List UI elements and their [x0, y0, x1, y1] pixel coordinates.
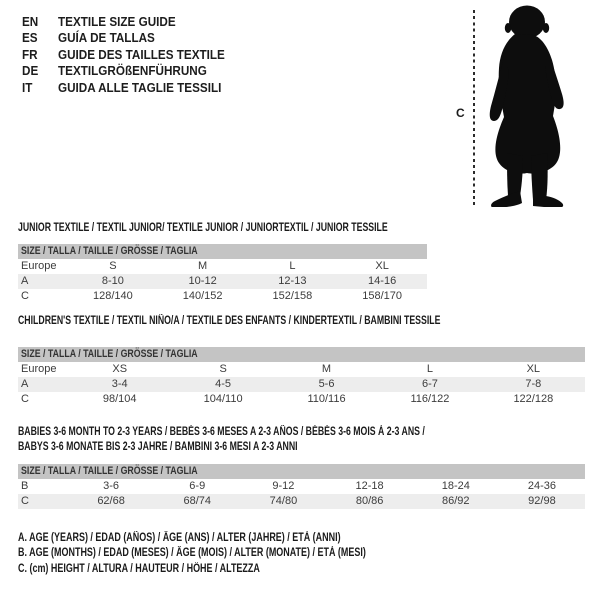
- size-cell: XL: [526, 363, 541, 375]
- size-header-bar: SIZE / TALLA / TAILLE / GRÖSSE / TAGLIA: [18, 464, 585, 479]
- row-label: C: [21, 393, 29, 405]
- size-cell: 6-7: [421, 378, 438, 390]
- language-code: DE: [22, 63, 39, 79]
- size-cell: 9-12: [272, 480, 295, 492]
- size-cell: 62/68: [97, 495, 125, 507]
- size-cell: 158/170: [362, 290, 402, 302]
- size-cell: 122/128: [513, 393, 554, 405]
- row-label: C: [21, 290, 29, 302]
- size-cell: 110/116: [307, 393, 346, 405]
- babies-size-table: [18, 464, 585, 509]
- junior-size-table: [18, 244, 427, 304]
- childrens-size-table: [18, 347, 585, 407]
- size-cell: 6-9: [189, 480, 206, 492]
- language-row: [22, 47, 243, 63]
- row-label: B: [21, 480, 29, 492]
- language-code: IT: [22, 79, 33, 95]
- childrens-table-title: CHILDREN'S TEXTILE / TEXTIL NIÑO/A / TEXTILE DES ENFANTS / KINDERTEXTIL / BAMBINI TESSILE: [18, 315, 441, 327]
- language-code: ES: [22, 30, 38, 46]
- size-cell: 116/122: [410, 393, 450, 405]
- language-code: EN: [22, 14, 39, 29]
- size-cell: 152/158: [272, 290, 313, 302]
- size-cell: 86/92: [442, 495, 470, 507]
- baby-silhouette-icon: [486, 5, 582, 207]
- language-row: [22, 14, 243, 30]
- size-cell: 128/140: [92, 290, 133, 302]
- size-cell: 12-18: [355, 480, 384, 492]
- footnotes: [18, 531, 464, 577]
- table-row: [18, 377, 585, 392]
- language-code: FR: [22, 46, 38, 62]
- size-cell: M: [198, 260, 208, 272]
- size-cell: 3-6: [103, 480, 120, 492]
- size-cell: 140/152: [182, 290, 223, 302]
- language-row: [22, 30, 243, 46]
- row-label: Europe: [21, 363, 57, 375]
- language-title: GUIDA ALLE TAGLIE TESSILI: [58, 79, 222, 95]
- language-list: [22, 14, 243, 96]
- size-cell: 18-24: [441, 480, 470, 492]
- size-cell: 3-4: [111, 378, 128, 390]
- row-label: C: [21, 495, 29, 507]
- size-cell: 92/98: [528, 495, 556, 507]
- size-cell: 12-13: [278, 275, 307, 287]
- size-cell: XL: [375, 260, 389, 272]
- language-title: TEXTILGRÖßENFÜHRUNG: [58, 63, 207, 79]
- size-cell: 5-6: [318, 378, 335, 390]
- size-cell: 68/74: [183, 495, 212, 507]
- size-cell: S: [109, 260, 117, 272]
- size-header-bar: SIZE / TALLA / TAILLE / GRÖSSE / TAGLIA: [18, 347, 585, 362]
- row-label: Europe: [21, 260, 57, 272]
- table-row: [18, 392, 585, 407]
- size-cell: 14-16: [368, 275, 397, 287]
- height-label-c: C: [456, 106, 465, 120]
- table-row: [18, 259, 427, 274]
- size-cell: XS: [112, 363, 128, 375]
- size-cell: 10-12: [188, 275, 217, 287]
- junior-table-title: JUNIOR TEXTILE / TEXTIL JUNIOR/ TEXTILE JUNIOR / JUNIORTEXTIL / JUNIOR TESSILE: [18, 222, 388, 234]
- table-row: [18, 289, 427, 304]
- table-row: [18, 362, 585, 377]
- height-dotted-line: [473, 10, 475, 208]
- language-row: [22, 80, 243, 96]
- table-row: [18, 494, 585, 509]
- language-title: TEXTILE SIZE GUIDE: [58, 14, 176, 29]
- size-cell: S: [219, 363, 227, 375]
- table-row: [18, 274, 427, 289]
- footnote-c: C. (cm) HEIGHT / ALTURA / HAUTEUR / HÖHE / ALTEZZA: [18, 562, 260, 575]
- size-cell: L: [289, 260, 296, 272]
- size-cell: 4-5: [215, 378, 232, 390]
- row-label: A: [21, 378, 29, 390]
- size-cell: 80/86: [355, 495, 384, 507]
- size-cell: 8-10: [101, 275, 124, 287]
- footnote-b: B. AGE (MONTHS) / EDAD (MESES) / ÂGE (MOIS) / ALTER (MONATE) / ETÀ (MESI): [18, 547, 366, 560]
- size-cell: 24-36: [527, 480, 557, 492]
- babies-table-title: BABIES 3-6 MONTH TO 2-3 YEARS / BEBÉS 3-6 MESES A 2-3 AÑOS / BÉBÉS 3-6 MOIS À 2-3 ANS / BABYS 3-6 MONATE BIS 2-3 JAHRE / BAMBINI 3-6 MESI A 2-3 ANNI: [18, 426, 425, 453]
- language-title: GUIDE DES TAILLES TEXTILE: [58, 46, 225, 62]
- language-row: [22, 63, 243, 79]
- size-cell: 7-8: [525, 378, 542, 390]
- footnote-a: A. AGE (YEARS) / EDAD (AÑOS) / ÂGE (ANS) / ALTER (JAHRE) / ETÀ (ANNI): [18, 532, 341, 544]
- language-title: GUÍA DE TALLAS: [58, 30, 155, 46]
- size-cell: 98/104: [102, 393, 137, 405]
- size-cell: L: [426, 363, 433, 375]
- size-header-bar: SIZE / TALLA / TAILLE / GRÖSSE / TAGLIA: [18, 244, 427, 259]
- size-cell: 74/80: [269, 495, 298, 507]
- size-cell: M: [321, 363, 332, 375]
- table-row: [18, 479, 585, 494]
- size-cell: 104/110: [203, 393, 243, 405]
- row-label: A: [21, 275, 29, 287]
